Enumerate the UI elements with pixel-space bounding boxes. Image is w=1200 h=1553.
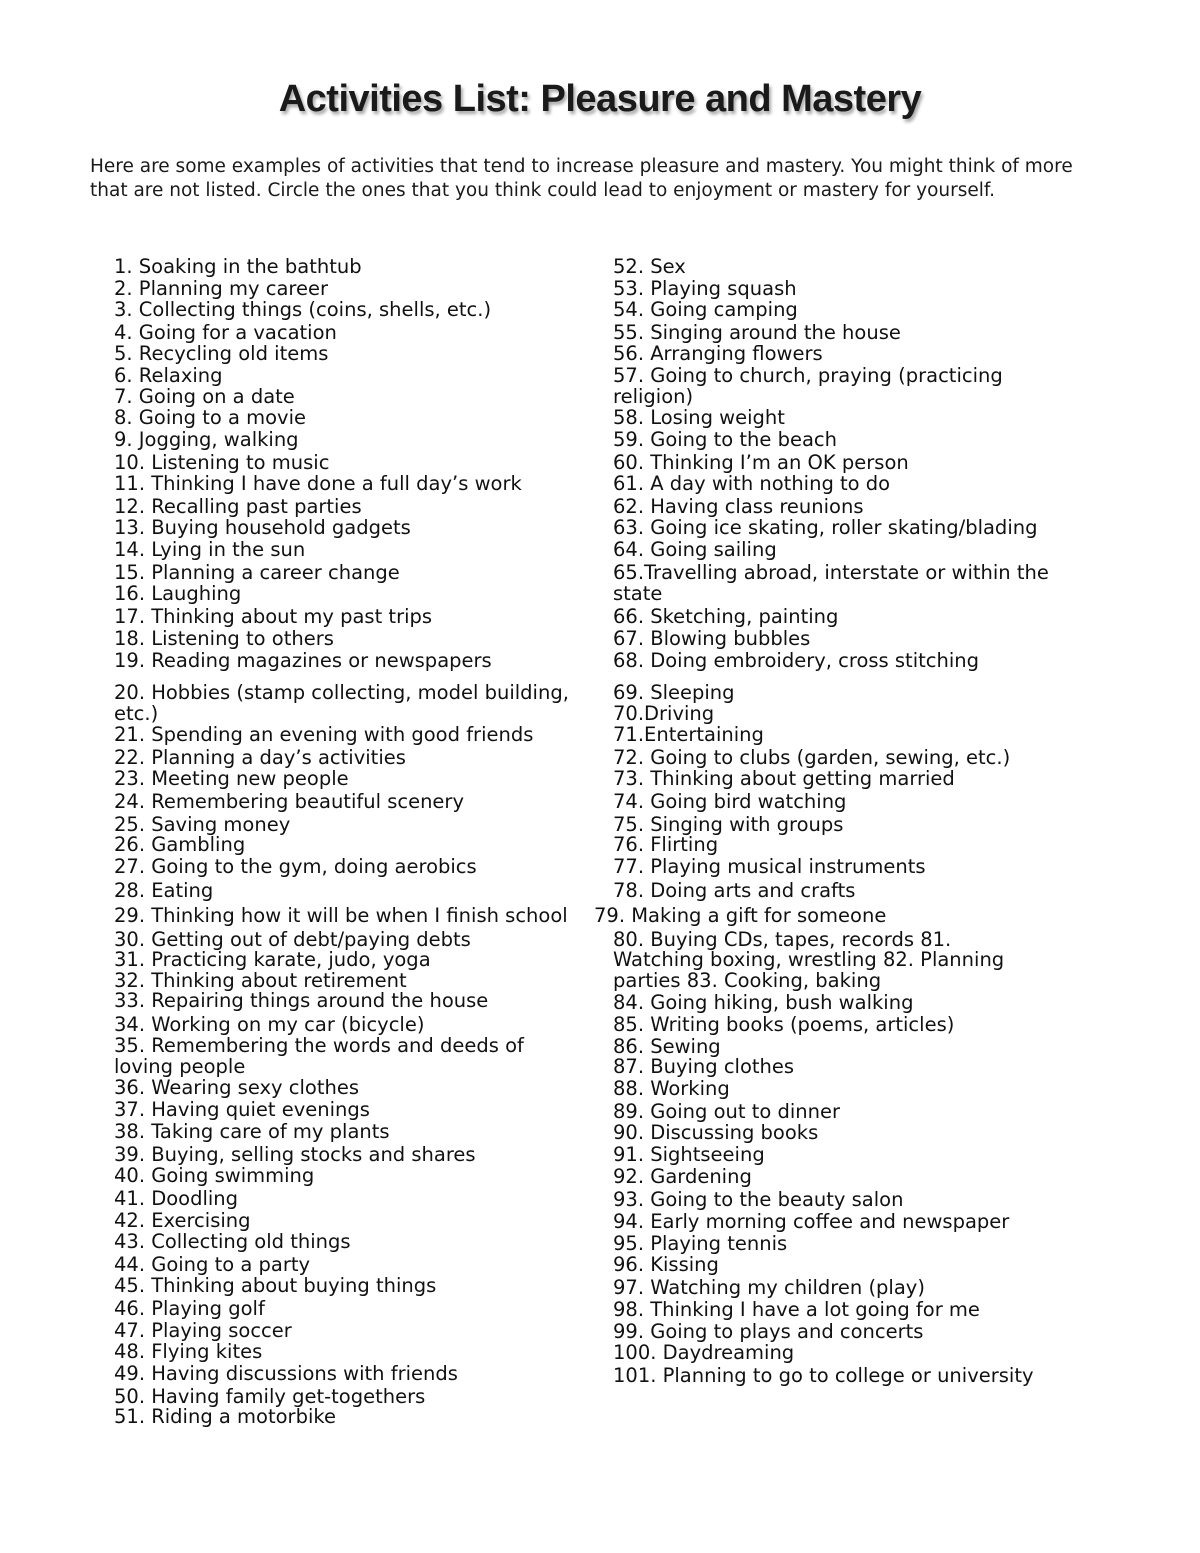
activity-item: 48. Flying kites (114, 1340, 263, 1363)
activity-item: 100. Daydreaming (613, 1341, 795, 1364)
activity-item: 14. Lying in the sun (114, 538, 306, 561)
activity-item: 41. Doodling (114, 1187, 239, 1210)
activity-item: 46. Playing golf (114, 1297, 265, 1320)
intro-paragraph (90, 155, 1090, 203)
activity-item: 95. Playing tennis (613, 1232, 788, 1255)
activity-item: Watching boxing, wrestling 82. Planning (613, 948, 1005, 971)
activity-item: 56. Arranging flowers (613, 342, 823, 365)
activity-item: 13. Buying household gadgets (114, 516, 411, 539)
activity-item: 42. Exercising (114, 1209, 251, 1232)
activity-item: religion) (613, 385, 694, 408)
activity-item: 47. Playing soccer (114, 1319, 292, 1342)
activity-item: 7. Going on a date (114, 385, 295, 408)
activity-item: 44. Going to a party (114, 1253, 311, 1276)
activity-item: 34. Working on my car (bicycle) (114, 1013, 425, 1036)
activity-item: 99. Going to plays and concerts (613, 1320, 924, 1343)
activity-item: 59. Going to the beach (613, 428, 837, 451)
activity-item: 6. Relaxing (114, 364, 223, 387)
activity-item: 80. Buying CDs, tapes, records 81. (613, 928, 952, 951)
activity-item: 94. Early morning coffee and newspaper (613, 1210, 1010, 1233)
activity-item: 77. Playing musical instruments (613, 855, 926, 878)
activity-item: 75. Singing with groups (613, 813, 844, 836)
activity-item: 3. Collecting things (coins, shells, etc.) (114, 298, 492, 321)
activity-item: 66. Sketching, painting (613, 605, 839, 628)
activity-item: 67. Blowing bubbles (613, 627, 811, 650)
activity-item: 57. Going to church, praying (practicing (613, 364, 1003, 387)
activity-item: 74. Going bird watching (613, 790, 847, 813)
activity-item: 43. Collecting old things (114, 1230, 351, 1253)
activity-item: 18. Listening to others (114, 627, 334, 650)
activity-item: 53. Playing squash (613, 277, 797, 300)
activity-item: 60. Thinking I’m an OK person (613, 451, 909, 474)
activity-item: 97. Watching my children (play) (613, 1276, 925, 1299)
activity-item: 4. Going for a vacation (114, 321, 337, 344)
activity-item: 17. Thinking about my past trips (114, 605, 433, 628)
activity-item: etc.) (114, 702, 159, 725)
activity-item: 21. Spending an evening with good friends (114, 723, 534, 746)
activity-item: 15. Planning a career change (114, 561, 400, 584)
activity-item: 23. Meeting new people (114, 767, 349, 790)
activity-item: 16. Laughing (114, 582, 242, 605)
activity-item: 33. Repairing things around the house (114, 989, 489, 1012)
activity-item: 1. Soaking in the bathtub (114, 255, 362, 278)
activity-item: 89. Going out to dinner (613, 1100, 841, 1123)
activity-item: 45. Thinking about buying things (114, 1274, 437, 1297)
activity-item: 12. Recalling past parties (114, 495, 362, 518)
activity-item: 63. Going ice skating, roller skating/blading (613, 516, 1038, 539)
activity-item: 22. Planning a day’s activities (114, 746, 406, 769)
activity-item: 58. Losing weight (613, 406, 785, 429)
activity-item: 84. Going hiking, bush walking (613, 991, 914, 1014)
activity-item: 86. Sewing (613, 1035, 721, 1058)
activity-item: 31. Practicing karate, judo, yoga (114, 948, 431, 971)
activity-item: 20. Hobbies (stamp collecting, model building, (114, 681, 569, 704)
activity-item: 32. Thinking about retirement (114, 969, 407, 992)
activity-item: 79. Making a gift for someone (594, 904, 887, 927)
activity-item: 2. Planning my career (114, 277, 329, 300)
activity-item: 98. Thinking I have a lot going for me (613, 1298, 980, 1321)
activity-item: 10. Listening to music (114, 451, 330, 474)
activity-item: 72. Going to clubs (garden, sewing, etc.) (613, 746, 1011, 769)
activity-item: loving people (114, 1055, 246, 1078)
activity-item: 65.Travelling abroad, interstate or within the (613, 561, 1049, 584)
activity-item: 64. Going sailing (613, 538, 777, 561)
activity-item: 101. Planning to go to college or university (613, 1364, 1034, 1387)
activity-item: 50. Having family get-togethers (114, 1385, 426, 1408)
intro-line: that are not listed. Circle the ones that you think could lead to enjoyment or mastery for yourself. (90, 180, 995, 201)
activity-item: 39. Buying, selling stocks and shares (114, 1143, 476, 1166)
activity-item: 92. Gardening (613, 1165, 752, 1188)
activity-item: 71.Entertaining (613, 723, 764, 746)
activity-item: 51. Riding a motorbike (114, 1405, 336, 1428)
activity-item: 87. Buying clothes (613, 1055, 795, 1078)
activity-item: 37. Having quiet evenings (114, 1098, 370, 1121)
activity-item: 68. Doing embroidery, cross stitching (613, 649, 980, 672)
activity-item: 24. Remembering beautiful scenery (114, 790, 464, 813)
activity-item: 25. Saving money (114, 813, 291, 836)
activity-item: 49. Having discussions with friends (114, 1362, 458, 1385)
page-title: Activities List: Pleasure and Mastery (278, 78, 922, 120)
activity-item: 38. Taking care of my plants (114, 1120, 390, 1143)
activity-item: 26. Gambling (114, 833, 246, 856)
activity-item: parties 83. Cooking, baking (613, 969, 882, 992)
activity-item: 27. Going to the gym, doing aerobics (114, 855, 477, 878)
activity-item: 19. Reading magazines or newspapers (114, 649, 492, 672)
activity-item: 28. Eating (114, 879, 214, 902)
activity-item: 11. Thinking I have done a full day’s work (114, 472, 522, 495)
activity-item: 35. Remembering the words and deeds of (114, 1034, 524, 1057)
activity-item: 8. Going to a movie (114, 406, 307, 429)
activity-item: 69. Sleeping (613, 681, 735, 704)
activity-item: 76. Flirting (613, 833, 719, 856)
activity-item: 9. Jogging, walking (114, 428, 299, 451)
activity-item: 40. Going swimming (114, 1164, 315, 1187)
activity-item: 70.Driving (613, 702, 715, 725)
activity-item: 78. Doing arts and crafts (613, 879, 856, 902)
activity-item: 55. Singing around the house (613, 321, 901, 344)
activity-item: 29. Thinking how it will be when I finish school (114, 904, 568, 927)
activity-item: 36. Wearing sexy clothes (114, 1076, 359, 1099)
intro-line: Here are some examples of activities that tend to increase pleasure and mastery. You might think of more (90, 156, 1073, 177)
activity-item: 90. Discussing books (613, 1121, 819, 1144)
activity-item: 93. Going to the beauty salon (613, 1188, 904, 1211)
activity-item: 61. A day with nothing to do (613, 472, 891, 495)
activity-item: 96. Kissing (613, 1253, 719, 1276)
activity-item: 91. Sightseeing (613, 1143, 765, 1166)
activity-item: 88. Working (613, 1077, 730, 1100)
activity-item: 85. Writing books (poems, articles) (613, 1013, 955, 1036)
activity-item: 62. Having class reunions (613, 495, 864, 518)
activity-item: 54. Going camping (613, 298, 798, 321)
activity-item: state (613, 582, 663, 605)
activity-item: 5. Recycling old items (114, 342, 329, 365)
activity-item: 73. Thinking about getting married (613, 767, 955, 790)
activity-item: 30. Getting out of debt/paying debts (114, 928, 471, 951)
activity-item: 52. Sex (613, 255, 686, 278)
